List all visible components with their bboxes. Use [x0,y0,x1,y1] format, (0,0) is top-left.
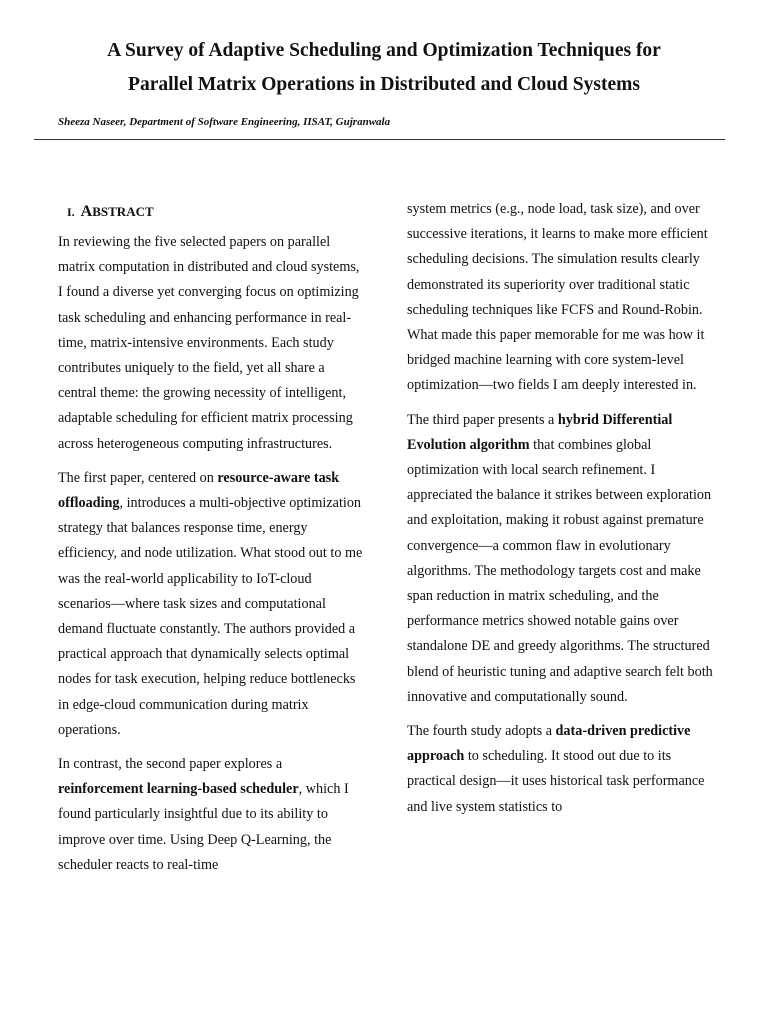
left-column [58,198,364,887]
right-paragraph-2-rest: that combines global optimization with local search refinement. I appreciated the balance it strikes between exploration and exploitation, making it robust against premature convergence—a common flaw in evolutionary algorithms. The methodology targets cost and make span reduction in matrix scheduling, and the performance metrics showed notable gains over standalone DE and greedy algorithms. The structured blend of heuristic tuning and adaptive search felt both innovative and computationally sound. [407,436,713,705]
left-paragraph-2-rest: , introduces a multi-objective optimization strategy that balances response time, energy efficiency, and node utilization. What stood out to me was the real-world applicability to IoT-cloud scenarios—where task sizes and computational demand fluctuate constantly. The authors provided a practical approach that dynamically selects optimal nodes for task execution, helping reduce bottlenecks in edge-cloud communication during matrix operations. [58,495,363,738]
right-paragraph-3-bold: data-driven predictive approach [407,723,691,765]
right-paragraph-2 [407,408,713,710]
left-paragraph-3 [58,752,364,878]
section-heading-initial: A [80,203,93,220]
right-paragraph-2-lead: The third paper presents a [407,411,558,428]
left-paragraph-2 [58,466,364,743]
left-paragraph-3-rest: , which I found particularly insightful due to its ability to improve over time. Using Deep Q-Learning, the scheduler reacts to real-time [58,781,349,873]
paper-title-line-2: Parallel Matrix Operations in Distributed and Cloud Systems [128,74,640,95]
right-column [407,197,713,829]
left-paragraph-2-lead: The first paper, centered on [58,469,218,486]
right-paragraph-3-lead: The fourth study adopts a [407,723,556,740]
section-heading [58,198,364,224]
right-paragraph-3 [407,719,713,820]
section-number: I. [67,205,75,219]
section-heading-rest: BSTRACT [92,204,154,219]
header-divider [34,139,725,140]
left-paragraph-3-lead: In contrast, the second paper explores a [58,756,283,773]
left-paragraph-1: In reviewing the five selected papers on parallel matrix computation in distributed and cloud systems, I found a diverse yet converging focus on optimizing task scheduling and enhancing performance in real-time, matrix-intensive environments. Each study contributes uniquely to the field, yet all share a central theme: the growing necessity of intelligent, adaptable scheduling for efficient matrix processing across heterogeneous computing infrastructures. [58,234,360,452]
right-paragraph-3-rest: to scheduling. It stood out due to its practical design—it uses historical task performance and live system statistics to [407,748,705,815]
right-paragraph-1: system metrics (e.g., node load, task size), and over successive iterations, it learns to make more efficient scheduling decisions. The simulation results clearly demonstrated its superiority over traditional static scheduling techniques like FCFS and Round-Robin. What made this paper memorable for me was how it bridged machine learning with core system-level optimization—two fields I am deeply interested in. [407,201,708,394]
author-affiliation: Sheeza Naseer, Department of Software Engineering, IISAT, Gujranwala [58,116,391,128]
left-paragraph-2-bold: resource-aware task offloading [58,469,340,512]
paper-title-line-1: A Survey of Adaptive Scheduling and Optimization Techniques for [107,40,661,61]
left-paragraph-3-bold: reinforcement learning-based scheduler [58,781,299,798]
right-paragraph-2-bold: hybrid Differential Evolution algorithm [407,411,673,453]
paper-title [40,34,728,102]
